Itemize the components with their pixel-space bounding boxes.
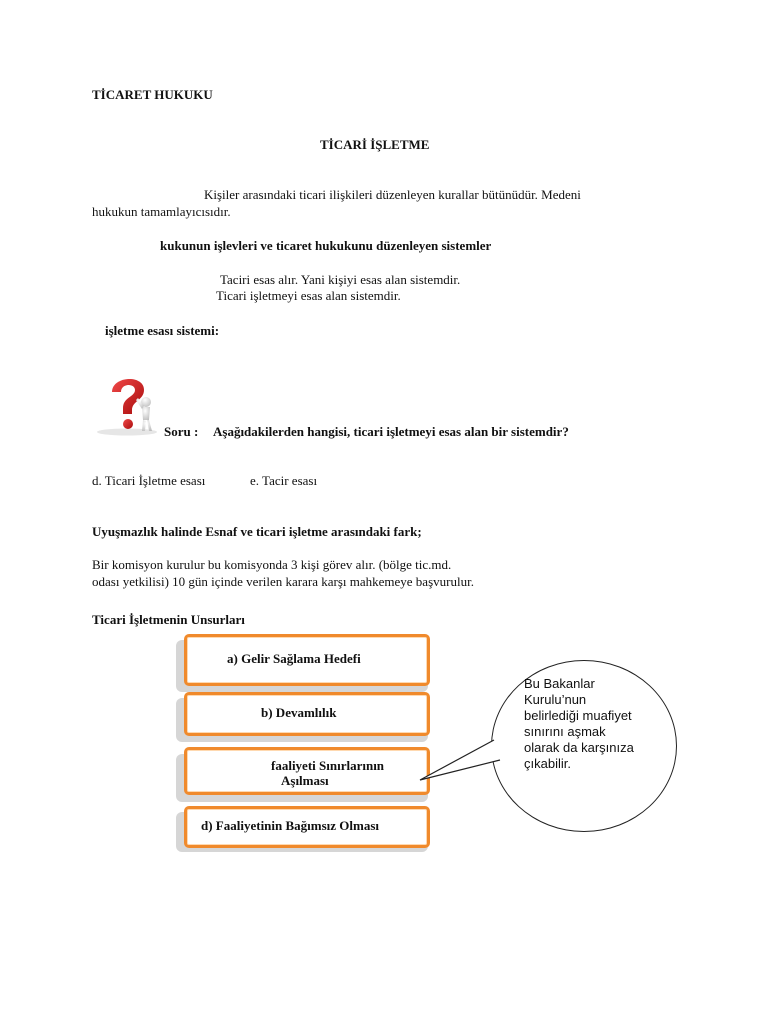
element-label-c-line-1: faaliyeti Sınırlarının	[271, 758, 385, 773]
page-title: TİCARİ İŞLETME	[320, 137, 430, 152]
callout-text: Bu Bakanlar Kurulu’nun belirlediği muafiyet sınırını aşmak olarak da karşınıza çıkabilir.	[524, 676, 634, 771]
element-label-c-line-2: Aşılması	[281, 773, 329, 788]
intro-line-2: hukukun tamamlayıcısıdır.	[92, 204, 231, 219]
elements-heading: Ticari İşletmenin Unsurları	[92, 612, 245, 627]
callout-pointer	[418, 730, 518, 790]
element-box-b	[184, 692, 430, 736]
document-header: TİCARET HUKUKU	[92, 87, 213, 102]
system-label: işletme esası sistemi:	[105, 323, 220, 338]
element-box-c	[184, 747, 430, 795]
question-text: Aşağıdakilerden hangisi, ticari işletmeyi esas alan bir sistemdir?	[213, 424, 569, 439]
section-subheading: kukunun işlevleri ve ticaret hukukunu düzenleyen sistemler	[160, 238, 492, 253]
system-line-1: Taciri esas alır. Yani kişiyi esas alan sistemdir.	[220, 272, 461, 287]
system-line-2: Ticari işletmeyi esas alan sistemdir.	[216, 288, 401, 303]
element-label-a: a) Gelir Sağlama Hedefi	[227, 651, 361, 666]
element-box-a	[184, 634, 430, 686]
option-d: d. Ticari İşletme esası	[92, 473, 206, 488]
intro-line-1: Kişiler arasındaki ticari ilişkileri düzenleyen kurallar bütünüdür. Medeni	[204, 187, 581, 202]
dispute-heading: Uyuşmazlık halinde Esnaf ve ticari işletme arasındaki fark;	[92, 524, 422, 539]
question-mark-figure-icon	[92, 370, 162, 436]
element-box-d	[184, 806, 430, 848]
question-label: Soru :	[164, 424, 199, 439]
dispute-line-2: odası yetkilisi) 10 gün içinde verilen karara karşı mahkemeye başvurulur.	[92, 574, 474, 589]
option-e: e. Tacir esası	[250, 473, 318, 488]
dispute-line-1: Bir komisyon kurulur bu komisyonda 3 kişi görev alır. (bölge tic.md.	[92, 557, 452, 572]
element-label-b: b) Devamlılık	[261, 705, 337, 720]
element-label-d: d) Faaliyetinin Bağımsız Olması	[201, 818, 380, 833]
